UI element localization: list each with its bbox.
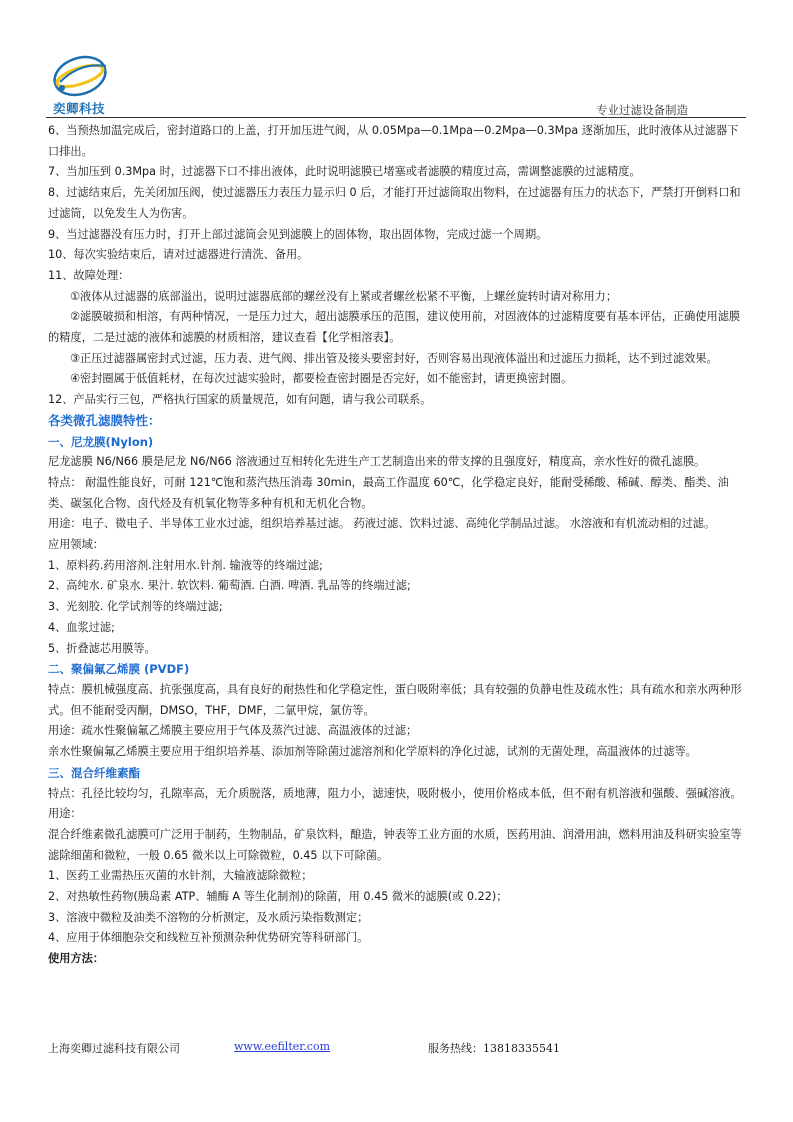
logo-globe-icon xyxy=(46,52,126,100)
step-10: 10、每次实验结束后，请对过滤器进行清洗、备用。 xyxy=(48,248,309,262)
list-item: 1、原料药.药用溶剂.注射用水.针剂. 输液等的终端过滤; xyxy=(48,558,323,572)
footer-hotline: 服务热线：13818335541 xyxy=(428,1042,560,1055)
document-body xyxy=(48,121,746,970)
footer-website-link[interactable]: www.eefilter.com xyxy=(234,1040,331,1053)
nylon-uses: 用途：电子、微电子、半导体工业水过滤，组织培养基过滤。 药液过滤、饮料过滤、高纯化学制品过滤。 水溶液和有机流动相的过滤。 xyxy=(48,517,716,531)
nylon-app-title: 应用领域： xyxy=(48,538,104,552)
pvdf-uses: 用途：疏水性聚偏氟乙烯膜主要应用于气体及蒸汽过滤、高温液体的过滤； xyxy=(48,724,418,738)
header-divider xyxy=(46,117,746,118)
usage-title: 使用方法： xyxy=(48,952,104,966)
step-6: 6、当预热加温完成后，密封道路口的上盖，打开加压进气阀，从 0.05Mpa—0.1Mpa—0.2Mpa—0.3Mpa 逐渐加压，此时液体从过滤器下口排出。 xyxy=(48,124,739,158)
page-header xyxy=(46,52,746,118)
list-item: 4、血浆过滤; xyxy=(48,620,115,634)
page-footer xyxy=(48,1040,746,1060)
mce-use-title: 用途： xyxy=(48,807,82,821)
company-logo xyxy=(46,52,126,118)
list-item: 4、应用于体细胞杂交和线粒互补预测杂种优势研究等科研部门。 xyxy=(48,931,369,945)
nylon-title: 一、尼龙膜(Nylon) xyxy=(48,434,154,449)
fault-4: ④密封圈属于低值耗材，在每次过滤实验时，都要检查密封圈是否完好，如不能密封，请更换密封圈。 xyxy=(70,372,573,386)
step-7: 7、当加压到 0.3Mpa 时，过滤器下口不排出液体，此时说明滤膜已堵塞或者滤膜的精度过高，需调整滤膜的过滤精度。 xyxy=(48,165,641,179)
mce-title: 三、混合纤维素酯 xyxy=(48,765,140,780)
pvdf-features: 特点：膜机械强度高、抗张强度高，具有良好的耐热性和化学稳定性，蛋白吸附率低；具有较强的负静电性及疏水性；具有疏水和亲水两种形式。但不能耐受丙酮，DMSO，THF，DMF，二氯甲烷，氯仿等。 xyxy=(48,682,742,717)
logo-text: 奕卿科技 xyxy=(53,101,106,116)
list-item: 3、光刻胶. 化学试剂等的终端过滤; xyxy=(48,600,223,614)
mce-features: 特点：孔径比较均匀，孔隙率高，无介质脱落，质地薄，阻力小，滤速快，吸附极小，使用价格成本低，但不耐有机溶液和强酸、强碱溶液。 xyxy=(48,786,742,800)
list-item: 1、医药工业需热压灭菌的水针剂，大输液滤除微粒； xyxy=(48,869,313,883)
footer-company: 上海奕卿过滤科技有限公司 xyxy=(48,1042,180,1055)
list-item: 5、折叠滤芯用膜等。 xyxy=(48,641,156,655)
nylon-description: 尼龙滤膜 N6/N66 膜是尼龙 N6/N66 溶液通过互相转化先进生产工艺制造出来的带支撑的且强度好，精度高，亲水性好的微孔滤膜。 xyxy=(48,455,706,469)
list-item: 2、高纯水. 矿泉水. 果汁. 软饮料. 葡萄酒. 白酒. 啤酒. 乳品等的终端过滤; xyxy=(48,579,411,593)
list-item: 2、对热敏性药物(胰岛素 ATP、辅酶 A 等生化制剂)的除菌，用 0.45 微米的滤膜(或 0.22)； xyxy=(48,890,508,904)
step-11: 11、故障处理： xyxy=(48,268,130,282)
header-tagline: 专业过滤设备制造 xyxy=(596,103,688,117)
list-item: 3、溶液中微粒及油类不溶物的分析测定，及水质污染指数测定； xyxy=(48,910,369,924)
fault-1: ①液体从过滤器的底部溢出，说明过滤器底部的螺丝没有上紧或者螺丝松紧不平衡，上螺丝旋转时请对称用力； xyxy=(70,289,618,303)
step-12: 12、产品实行三包，严格执行国家的质量规范，如有问题，请与我公司联系。 xyxy=(48,393,432,407)
section-title: 各类微孔滤膜特性： xyxy=(48,412,161,428)
mce-uses: 混合纤维素微孔滤膜可广泛用于制药，生物制品，矿泉饮料，酿造，钟表等工业方面的水质，医药用油、润滑用油，燃料用油及科研实验室等滤除细菌和微粒，一般 0.65 微米以上可除微粒，0.45 以下可除菌。 xyxy=(48,827,742,862)
step-9: 9、当过滤器没有压力时，打开上部过滤筒会见到滤膜上的固体物，取出固体物，完成过滤一个周期。 xyxy=(48,227,548,241)
pvdf-uses-hydrophilic: 亲水性聚偏氟乙烯膜主要应用于组织培养基、添加剂等除菌过滤溶剂和化学原料的净化过滤，试剂的无菌处理，高温液体的过滤等。 xyxy=(48,745,697,759)
fault-3: ③正压过滤器属密封式过滤，压力表、进气阀、排出管及接头要密封好，否则容易出现液体溢出和过滤压力损耗，达不到过滤效果。 xyxy=(70,351,718,365)
nylon-features: 特点： 耐温性能良好，可耐 121℃饱和蒸汽热压消毒 30min，最高工作温度 60℃，化学稳定良好，能耐受稀酸、稀碱、醇类、酯类、油类、碳氢化合物、卤代烃及有机氧化物等多种有机和无机化合物。 xyxy=(48,475,729,510)
step-8: 8、过滤结束后，先关闭加压阀，使过滤器压力表压力显示归 0 后，才能打开过滤筒取出物料，在过滤器有压力的状态下，严禁打开倒料口和过滤筒，以免发生人为伤害。 xyxy=(48,186,741,220)
fault-2: ②滤膜破损和相溶，有两种情况，一是压力过大，超出滤膜承压的范围，建议使用前，对固液体的过滤精度要有基本评估，正确使用滤膜的精度，二是过滤的液体和滤膜的材质相溶，建议查看【化学相溶表】。 xyxy=(48,310,741,345)
pvdf-title: 二、聚偏氟乙烯膜 (PVDF) xyxy=(48,662,190,677)
